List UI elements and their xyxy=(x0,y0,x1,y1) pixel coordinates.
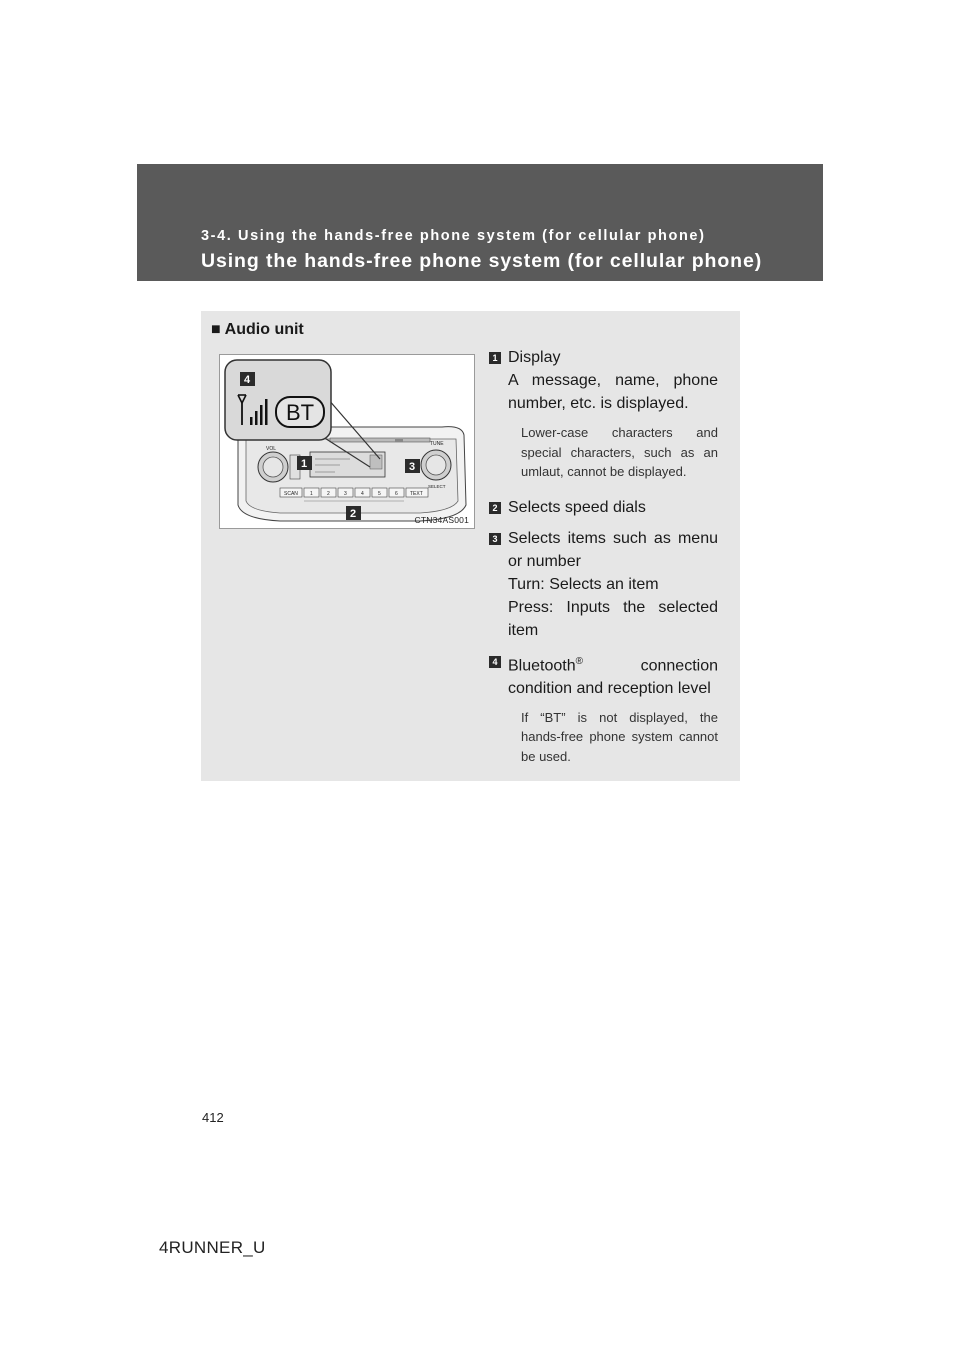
item-4 xyxy=(489,650,718,767)
preset-5-label: 5 xyxy=(378,491,381,497)
number-4-badge: 4 xyxy=(489,656,501,668)
figure-code: CTN34AS001 xyxy=(414,515,469,525)
audio-unit-illustration xyxy=(220,355,475,529)
item-2-title: Selects speed dials xyxy=(508,498,646,516)
text-button-label: TEXT xyxy=(410,491,423,497)
select-label: SELECT xyxy=(428,484,446,489)
audio-unit-figure xyxy=(219,354,475,529)
callout-descriptions xyxy=(489,346,718,770)
item-1-desc: A message, name, phone number, etc. is displayed. xyxy=(508,372,718,412)
page-number: 412 xyxy=(202,1110,224,1125)
bt-badge-text: BT xyxy=(286,400,315,425)
item-4-title-rest: connection condition and reception level xyxy=(508,656,718,697)
item-4-title xyxy=(508,650,718,700)
callout-3-text: 3 xyxy=(409,461,416,473)
preset-4-label: 4 xyxy=(361,491,364,497)
tune-label: TUNE xyxy=(430,441,444,447)
item-1-note: Lower-case characters and special characters, such as an umlaut, cannot be displayed. xyxy=(521,425,718,479)
box-heading xyxy=(211,321,304,339)
item-3 xyxy=(489,527,718,642)
number-2-badge: 2 xyxy=(489,502,501,514)
item-3-title: Selects items such as menu or number xyxy=(508,529,718,570)
item-2 xyxy=(489,496,718,519)
preset-1-label: 1 xyxy=(310,491,313,497)
item-3-press: Press: Inputs the selected item xyxy=(508,598,718,639)
number-1-badge: 1 xyxy=(489,352,501,364)
square-bullet-icon: ■ xyxy=(211,321,221,338)
scan-button-label: SCAN xyxy=(284,491,298,497)
item-1 xyxy=(489,346,718,482)
registered-mark: ® xyxy=(575,655,583,667)
document-code: 4RUNNER_U xyxy=(159,1238,266,1257)
callout-2-text: 2 xyxy=(350,508,357,520)
section-title: Using the hands-free phone system (for cellular phone) xyxy=(201,250,763,272)
box-heading-text: Audio unit xyxy=(224,321,304,338)
vol-label: VOL xyxy=(266,446,277,452)
number-3-badge: 3 xyxy=(489,533,501,545)
callout-1-text: 1 xyxy=(301,458,308,470)
preset-6-label: 6 xyxy=(395,491,398,497)
item-1-title: Display xyxy=(508,349,561,366)
preset-3-label: 3 xyxy=(344,491,347,497)
preset-2-label: 2 xyxy=(327,491,330,497)
section-subtitle: 3-4. Using the hands-free phone system (for cellular phone) xyxy=(201,228,706,244)
callout-4-text: 4 xyxy=(244,374,251,386)
item-4-bluetooth: Bluetooth xyxy=(508,656,576,674)
item-3-turn: Turn: Selects an item xyxy=(508,575,659,593)
item-4-note: If “BT” is not displayed, the hands-free phone system cannot be used. xyxy=(521,709,718,764)
